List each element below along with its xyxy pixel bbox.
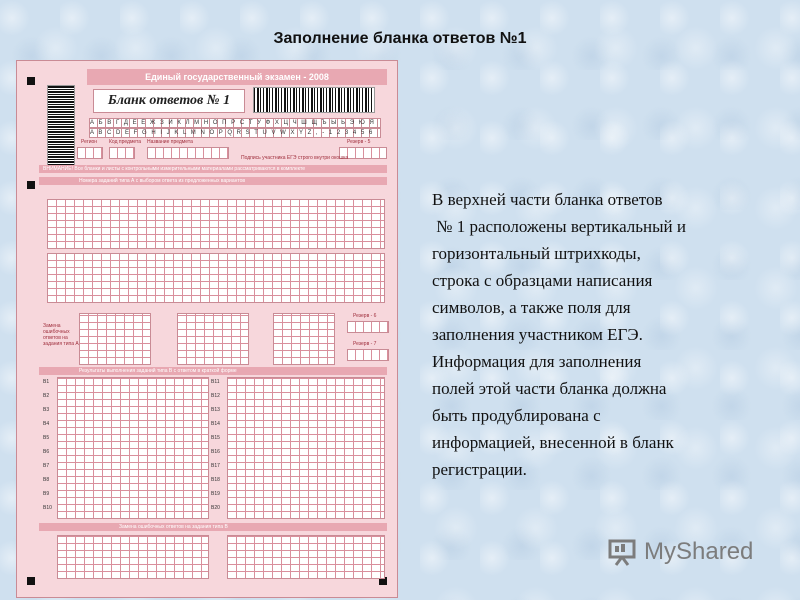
blank-title: Бланк ответов № 1 bbox=[93, 89, 245, 113]
reserve-5-label: Резерв - 5 bbox=[347, 139, 371, 145]
text-line: полей этой части бланка должна bbox=[432, 379, 667, 398]
subject-code-field bbox=[109, 147, 135, 159]
b-row-label: B1 bbox=[43, 379, 50, 385]
reserve-7-field bbox=[347, 349, 389, 361]
answer-form-image bbox=[16, 60, 398, 598]
signature-label: Подпись участника ЕГЭ строго внутри окошка bbox=[241, 155, 349, 161]
part-b-grid-right bbox=[227, 377, 385, 519]
attention-text: ВНИМАНИЕ! Все бланки и листы с контрольными измерительными материалами рассматриваются в комплекте bbox=[43, 166, 305, 172]
replace-a-grid-1 bbox=[79, 313, 151, 365]
text-line: символов, а также поля для bbox=[432, 298, 631, 317]
text-line: В верхней части бланка ответов bbox=[432, 190, 663, 209]
b-row-label: B19 bbox=[211, 491, 220, 497]
text-line: заполнения участником ЕГЭ. bbox=[432, 325, 643, 344]
b-row-label: B18 bbox=[211, 477, 220, 483]
sample-row-cyrillic: А Б В Г Д Е Ё Ж З И К Л М Н О П Р С Т У Ф Х Ц Ч Ш Щ Ъ Ы Ь Э Ю Я bbox=[89, 118, 381, 128]
corner-marker bbox=[27, 77, 35, 85]
corner-marker bbox=[27, 181, 35, 189]
b-row-label: B5 bbox=[43, 435, 50, 441]
slide-title: Заполнение бланка ответов №1 bbox=[273, 30, 527, 47]
corrections-grid-left bbox=[57, 535, 209, 579]
part-b-band bbox=[39, 367, 387, 375]
replace-a-grid-2 bbox=[177, 313, 249, 365]
subject-name-field bbox=[147, 147, 229, 159]
part-a-grid-bottom bbox=[47, 253, 385, 303]
part-a-grid-top bbox=[47, 199, 385, 249]
myshared-logo bbox=[608, 538, 753, 566]
corrections-grid-right bbox=[227, 535, 385, 579]
replace-a-label: Замена ошибочных ответов на задания типа А bbox=[43, 323, 79, 347]
part-a-title: Номера заданий типа А с выбором ответа из предложенных вариантов bbox=[79, 178, 246, 184]
b-row-label: B2 bbox=[43, 393, 50, 399]
description-text bbox=[432, 186, 782, 483]
text-line: регистрации. bbox=[432, 460, 527, 479]
text-line: горизонтальный штрихкоды, bbox=[432, 244, 641, 263]
attention-band bbox=[39, 165, 387, 173]
b-row-label: B9 bbox=[43, 491, 50, 497]
subject-name-label: Название предмета bbox=[147, 139, 193, 145]
corrections-band bbox=[39, 523, 387, 531]
presentation-board-icon bbox=[608, 538, 638, 566]
vertical-barcode bbox=[47, 85, 75, 171]
reserve-7-label: Резерв - 7 bbox=[353, 341, 377, 347]
b-row-label: B17 bbox=[211, 463, 220, 469]
corner-marker bbox=[27, 577, 35, 585]
b-row-label: B10 bbox=[43, 505, 52, 511]
b-row-label: B8 bbox=[43, 477, 50, 483]
b-row-label: B6 bbox=[43, 449, 50, 455]
logo-text: MyShared bbox=[644, 538, 754, 565]
b-row-label: B12 bbox=[211, 393, 220, 399]
reserve-6-field bbox=[347, 321, 389, 333]
text-line: № 1 расположены вертикальный и bbox=[432, 217, 687, 236]
b-row-label: B7 bbox=[43, 463, 50, 469]
horizontal-barcode bbox=[253, 87, 375, 113]
region-label: Регион bbox=[81, 139, 98, 145]
part-b-title: Результаты выполнения заданий типа В с ответом в краткой форме bbox=[79, 368, 237, 374]
corrections-title: Замена ошибочных ответов на задания типа В bbox=[119, 524, 228, 530]
region-field bbox=[77, 147, 103, 159]
b-row-label: B20 bbox=[211, 505, 220, 511]
reserve-6-label: Резерв - 6 bbox=[353, 313, 377, 319]
text-line: информацией, внесенной в бланк bbox=[432, 433, 674, 452]
b-row-label: B14 bbox=[211, 421, 220, 427]
subject-code-label: Код предмета bbox=[109, 139, 142, 145]
text-line: быть продублирована с bbox=[432, 406, 601, 425]
part-a-band bbox=[39, 177, 387, 185]
sample-row-latin: A B C D E F G H I J K L M N O P Q R S T U V W X Y Z , - 1 2 3 4 5 6 bbox=[89, 128, 381, 138]
b-row-label: B16 bbox=[211, 449, 220, 455]
b-row-label: B15 bbox=[211, 435, 220, 441]
form-header: Единый государственный экзамен - 2008 bbox=[87, 69, 387, 85]
b-row-label: B13 bbox=[211, 407, 220, 413]
b-row-label: B4 bbox=[43, 421, 50, 427]
b-row-label: B3 bbox=[43, 407, 50, 413]
text-line: строка с образцами написания bbox=[432, 271, 653, 290]
text-line: Информация для заполнения bbox=[432, 352, 642, 371]
b-row-label: B11 bbox=[211, 379, 220, 385]
replace-a-grid-3 bbox=[273, 313, 335, 365]
part-b-grid-left bbox=[57, 377, 209, 519]
